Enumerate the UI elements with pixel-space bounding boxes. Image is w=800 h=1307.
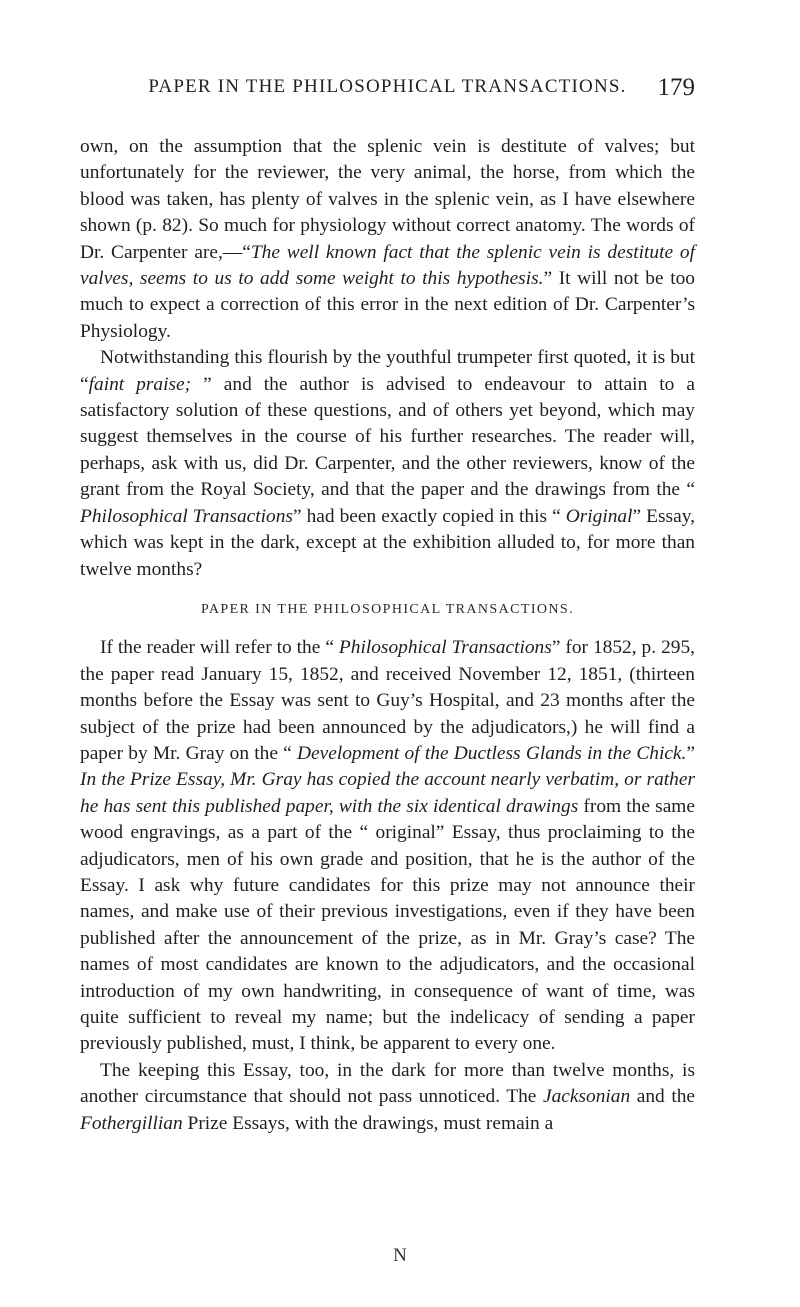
text-run: own, on the assumption that the splenic vein is destitute of valves; but unfortunately for the reviewer, the very animal, the horse, from which the blood was taken, has plenty of valves in the splenic vein, as I have elsewhere shown (p. 82). So much for physiology without correct anatomy. The words of Dr. Carpenter are,—“	[80, 136, 695, 263]
text-run: from the same wood engravings, as a part of the “ original” Essay, thus proclaiming to the adjudicators, men of his own grade and position, that he is the author of the Essay. I ask why future candidates for this prize may not announce their names, and make use of their previous investigations, even if they have been published after the announcement of the prize, as in Mr. Gray’s case? The names of most candidates are known to the adjudicators, and the occasional introduction of my own handwriting, in consequence of want of time, was quite sufficient to reveal my name; but the indelicacy of sending a paper previously published, must, I think, be apparent to every one.	[80, 795, 695, 1055]
page-number: 179	[657, 74, 695, 101]
text-run: Prize Essays, with the drawings, must remain a	[182, 1112, 554, 1134]
italic-word: Original	[565, 505, 633, 527]
italic-name: Fothergillian	[80, 1112, 183, 1134]
text-run: ” had been exactly copied in this “	[292, 505, 566, 527]
italic-title: Philosophical Transactions	[80, 505, 293, 527]
italic-quote: The well known fact that the splenic vein is destitute of valves, seems to us to add some weight to this hypothesis.	[80, 241, 695, 290]
text-run: ” It will not be too much to expect a correction of this error in the next edition of Dr. Carpenter’s Physiology.	[80, 268, 695, 342]
italic-title: Development of the Ductless Glands in the Chick.	[297, 742, 687, 764]
section-body	[80, 635, 695, 1137]
paragraph-continuation	[80, 134, 695, 345]
italic-passage: In the Prize Essay, Mr. Gray has copied the account nearly verbatim, or rather he has sent this published paper, with the six identical drawings	[80, 769, 695, 817]
text-run: ”	[686, 742, 695, 764]
text-run: ” for 1852, p. 295, the paper read January 15, 1852, and received November 12, 1851, (thirteen months before the Essay was sent to Guy’s Hospital, and 23 months after the subject of the prize had been announced by the adjudicators,) he will find a paper by Mr. Gray on the “	[80, 637, 696, 764]
body-text	[80, 134, 695, 1137]
text-run: Notwithstanding this flourish by the youthful trumpeter first quoted, it is but “	[80, 347, 695, 395]
running-head	[80, 74, 695, 108]
text-run: If the reader will refer to the “	[100, 637, 339, 659]
italic-title: Philosophical Transactions	[338, 637, 552, 659]
paragraph	[80, 635, 695, 1058]
text-run: ” Essay, which was kept in the dark, except at the exhibition alluded to, for more than twelve months?	[80, 505, 695, 580]
section-heading: PAPER IN THE PHILOSOPHICAL TRANSACTIONS.	[201, 601, 574, 617]
signature-mark: N	[393, 1245, 407, 1266]
paragraph	[80, 1058, 695, 1137]
paragraph	[80, 345, 695, 583]
running-title: PAPER IN THE PHILOSOPHICAL TRANSACTIONS.	[148, 76, 627, 97]
italic-name: Jacksonian	[542, 1086, 631, 1108]
text-run: and the	[630, 1086, 696, 1108]
text-run: ” and the author is advised to endeavour to attain to a satisfactory solution of these questions, and of others yet beyond, which may suggest themselves in the course of his further researches. The reader will, perhaps, ask with us, did Dr. Carpenter, and the other reviewers, know of the grant from the Royal Society, and that the paper and the drawings from the “	[80, 373, 695, 501]
text-run: The keeping this Essay, too, in the dark for more than twelve months, is another circumstance that should not pass unnoticed. The	[80, 1059, 695, 1108]
italic-phrase: faint praise;	[88, 373, 192, 395]
